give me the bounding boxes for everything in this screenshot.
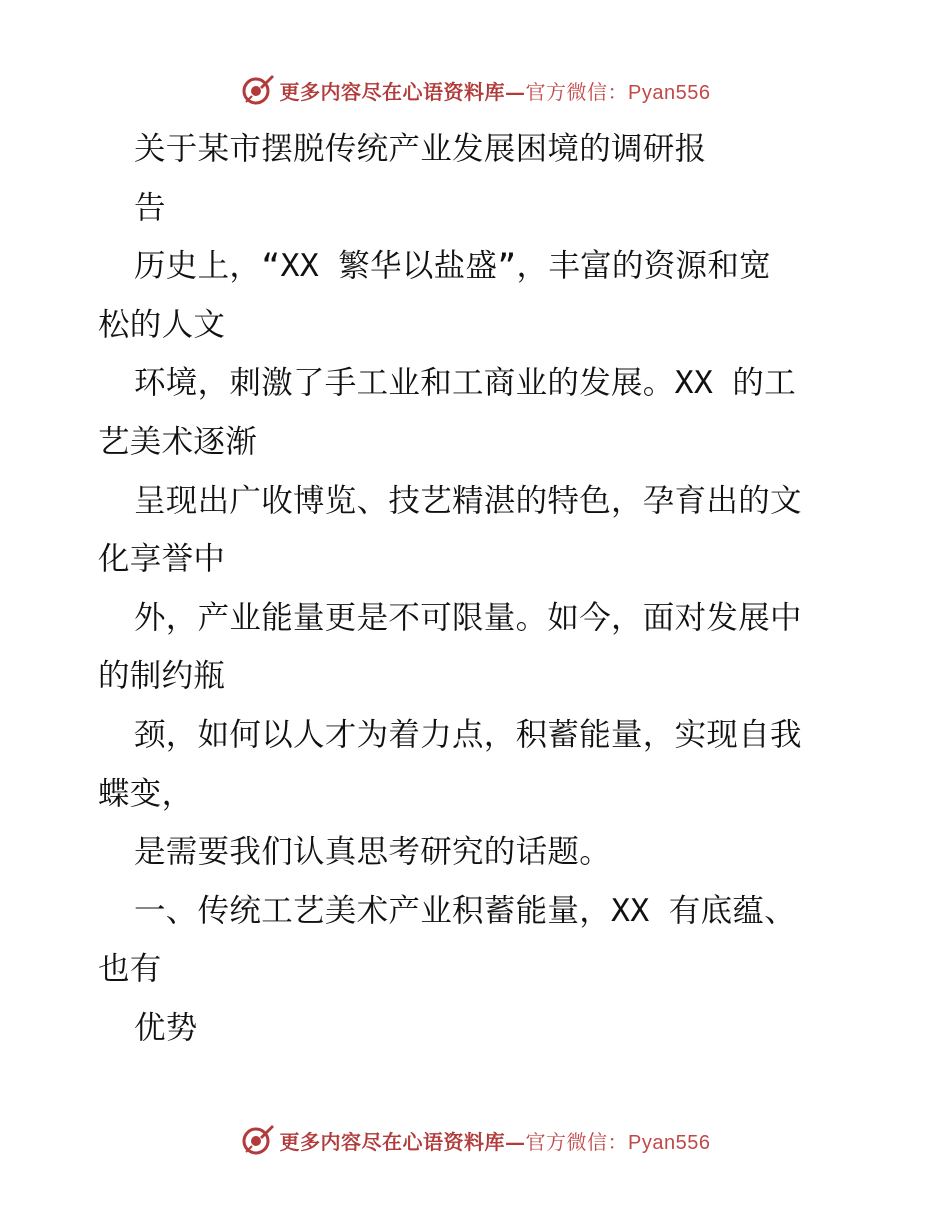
header-banner xyxy=(0,70,950,110)
text-line: 外，产业能量更是不可限量。如今，面对发展中 xyxy=(134,599,802,636)
text-line: 告 xyxy=(134,189,166,226)
text-line: 也有 xyxy=(98,951,162,988)
document-body xyxy=(98,120,858,1058)
footer-banner xyxy=(0,1120,950,1160)
text-line: 颈，如何以人才为着力点，积蓄能量，实现自我 xyxy=(134,716,802,753)
pen-logo-icon xyxy=(240,1122,276,1158)
text-line: 历史上，“XX 繁华以盐盛”，丰富的资源和宽 xyxy=(134,248,771,285)
text-line: 环境，刺激了手工业和工商业的发展。XX 的工 xyxy=(134,365,796,402)
banner-text: 更多内容尽在心语资料库—官方微信：Pyan556 xyxy=(279,79,711,104)
text-line: 的制约瓶 xyxy=(98,658,226,695)
text-line: 一、传统工艺美术产业积蓄能量，XX 有底蕴、 xyxy=(134,892,796,929)
text-line: 蝶变， xyxy=(98,775,194,812)
text-line: 呈现出广收博览、技艺精湛的特色，孕育出的文 xyxy=(134,482,802,519)
text-line: 是需要我们认真思考研究的话题。 xyxy=(134,834,612,871)
text-line: 化享誉中 xyxy=(98,541,226,578)
text-line: 松的人文 xyxy=(98,306,226,343)
banner-text: 更多内容尽在心语资料库—官方微信：Pyan556 xyxy=(279,1129,711,1154)
text-line: 艺美术逐渐 xyxy=(98,423,258,460)
text-line: 优势 xyxy=(134,1009,198,1046)
text-line: 关于某市摆脱传统产业发展困境的调研报 xyxy=(134,131,707,167)
pen-logo-icon xyxy=(240,72,276,108)
